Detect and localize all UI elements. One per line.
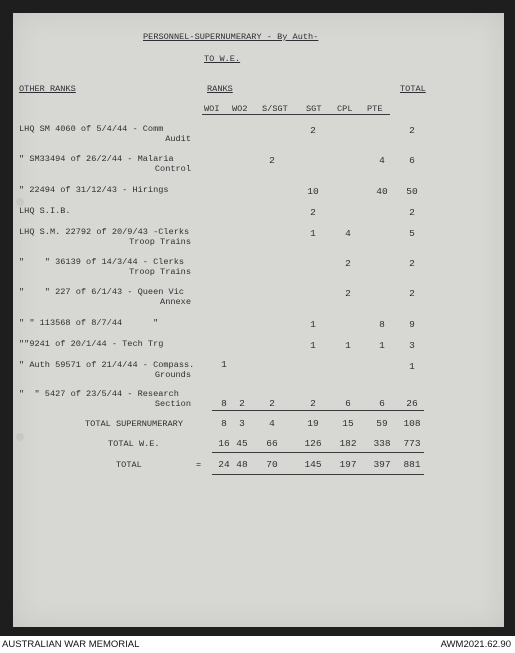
row-rank-count: 10 — [307, 186, 319, 197]
rank-label-woi: WOI — [204, 104, 220, 114]
totals-rank-count: 45 — [236, 438, 248, 449]
totals-rank-count: 24 — [218, 459, 230, 470]
totals-label: TOTAL — [116, 460, 142, 470]
row-rank-count: 2 — [269, 398, 275, 409]
row-rank-count: 1 — [379, 340, 385, 351]
totals-rule-bottom — [212, 474, 424, 475]
row-authority-line1: " Auth 59571 of 21/4/44 - Compass. — [19, 360, 195, 370]
row-authority-line1: " " 5427 of 23/5/44 - Research — [19, 389, 179, 399]
row-total: 2 — [409, 207, 415, 218]
totals-rank-count: 197 — [339, 459, 357, 470]
totals-rank-count: 8 — [221, 418, 227, 429]
totals-grand-total: 773 — [403, 438, 421, 449]
row-rank-count: 6 — [345, 398, 351, 409]
row-rank-count: 2 — [345, 258, 351, 269]
row-rank-count: 1 — [345, 340, 351, 351]
row-rank-count: 6 — [379, 398, 385, 409]
rank-header-underline — [202, 114, 390, 115]
row-rank-count: 4 — [345, 228, 351, 239]
row-rank-count: 4 — [379, 155, 385, 166]
totals-rank-count: 4 — [269, 418, 275, 429]
totals-rank-count: 3 — [239, 418, 245, 429]
row-authority-line1: ""9241 of 20/1/44 - Tech Trg — [19, 339, 164, 349]
totals-rule-mid — [212, 452, 424, 453]
punch-hole — [16, 198, 24, 206]
totals-rank-count: 182 — [339, 438, 357, 449]
document-title: PERSONNEL-SUPERNUMERARY - By Auth- — [143, 32, 319, 42]
totals-rank-count: 397 — [373, 459, 391, 470]
archive-footer — [0, 636, 515, 653]
row-rank-count: 2 — [269, 155, 275, 166]
row-total: 6 — [409, 155, 415, 166]
totals-rank-count: 15 — [342, 418, 354, 429]
row-total: 2 — [409, 288, 415, 299]
totals-grand-total: 881 — [403, 459, 421, 470]
row-authority-line1: LHQ S.I.B. — [19, 206, 71, 216]
rank-label-wo2: WO2 — [232, 104, 248, 114]
row-authority-line1: " " 227 of 6/1/43 - Queen Vic — [19, 287, 185, 297]
rank-label-pte: PTE — [367, 104, 383, 114]
row-rank-count: 40 — [376, 186, 388, 197]
totals-rank-count: 70 — [266, 459, 278, 470]
document-subtitle: TO W.E. — [204, 54, 241, 64]
totals-rank-count: 59 — [376, 418, 388, 429]
ranks-heading: RANKS — [207, 84, 233, 94]
row-rank-count: 2 — [345, 288, 351, 299]
rank-label-cpl: CPL — [337, 104, 353, 114]
row-authority-line1: LHQ S.M. 22792 of 20/9/43 -Clerks — [19, 227, 190, 237]
row-total: 2 — [409, 125, 415, 136]
row-authority-line2: Section — [154, 399, 191, 409]
row-total: 26 — [406, 398, 418, 409]
totals-grand-total: 108 — [403, 418, 421, 429]
row-authority-line1: " " 113568 of 8/7/44 " — [19, 318, 159, 328]
row-authority-line2: Grounds — [154, 370, 191, 380]
row-authority-line2: Audit — [165, 134, 191, 144]
row-rank-count: 1 — [221, 359, 227, 370]
row-authority-line2: Control — [154, 164, 191, 174]
row-authority-line2: Troop Trains — [129, 237, 191, 247]
row-authority-line2: Annexe — [160, 297, 191, 307]
totals-rank-count: 145 — [304, 459, 322, 470]
row-rank-count: 1 — [310, 319, 316, 330]
totals-rank-count: 66 — [266, 438, 278, 449]
other-ranks-heading: OTHER RANKS — [19, 84, 76, 94]
row-authority-line1: " " 36139 of 14/3/44 - Clerks — [19, 257, 185, 267]
row-rank-count: 1 — [310, 340, 316, 351]
totals-label: TOTAL SUPERNUMERARY — [85, 419, 183, 429]
row-total: 2 — [409, 258, 415, 269]
footer-institution: AUSTRALIAN WAR MEMORIAL — [2, 639, 140, 650]
totals-label: TOTAL W.E. — [108, 439, 160, 449]
totals-equals: = — [196, 460, 202, 470]
totals-rank-count: 126 — [304, 438, 322, 449]
row-rank-count: 2 — [310, 125, 316, 136]
row-rank-count: 8 — [221, 398, 227, 409]
totals-rank-count: 48 — [236, 459, 248, 470]
footer-catalogue-id: AWM2021.62.90 — [440, 639, 511, 650]
totals-rank-count: 16 — [218, 438, 230, 449]
totals-rank-count: 338 — [373, 438, 391, 449]
row-authority-line2: Troop Trains — [129, 267, 191, 277]
row-rank-count: 2 — [310, 207, 316, 218]
row-total: 1 — [409, 361, 415, 372]
rank-label-ssgt: S/SGT — [262, 104, 288, 114]
punch-hole — [16, 433, 24, 441]
row-rank-count: 8 — [379, 319, 385, 330]
row-authority-line1: LHQ SM 4060 of 5/4/44 - Comm — [19, 124, 164, 134]
row-rank-count: 1 — [310, 228, 316, 239]
row-rank-count: 2 — [310, 398, 316, 409]
row-total: 5 — [409, 228, 415, 239]
totals-rule-top — [212, 410, 424, 411]
row-authority-line1: " 22494 of 31/12/43 - Hirings — [19, 185, 169, 195]
total-heading: TOTAL — [400, 84, 426, 94]
rank-label-sgt: SGT — [306, 104, 322, 114]
totals-rank-count: 19 — [307, 418, 319, 429]
row-total: 9 — [409, 319, 415, 330]
row-rank-count: 2 — [239, 398, 245, 409]
row-total: 50 — [406, 186, 418, 197]
row-total: 3 — [409, 340, 415, 351]
row-authority-line1: " SM33494 of 26/2/44 - Malaria — [19, 154, 174, 164]
